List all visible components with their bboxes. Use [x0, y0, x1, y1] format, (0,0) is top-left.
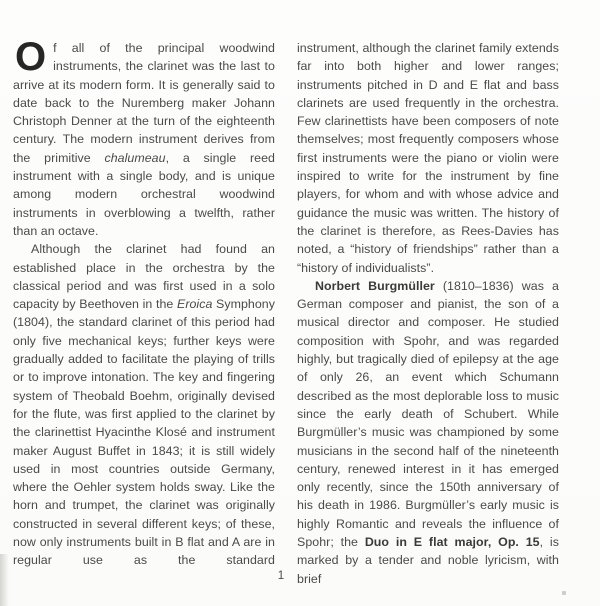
italic-text-run: Eroica	[177, 297, 213, 312]
page-number: 1	[277, 570, 285, 582]
text-run: f all of the principal woodwind instruments, the clarinet was the last to arrive at its modern form. It is generally said to date back to the Nuremberg maker Johann Christoph Denner at the turn of the eighteenth century. The modern instrument derives from the primitive	[13, 41, 275, 165]
text-run: Although the clarinet had found an established place in the orchestra by the classical period and was first used in a solo capacity by Beethoven in the	[13, 242, 275, 312]
scan-artifact-dot	[562, 591, 566, 595]
text-run: Symphony (1804), the standard clarinet of this period had only five mechanical keys; further keys were gradually added to facilitate the playing of trills or to improve intonation. The key and fingering system of Theobald Boehm, originally devised for the flute, was first applied to the clarinet by the clarinettist Hyacinthe Klosé and instrument maker August Buffet in 1843; it is still widely used in most countries outside Germany, where the Oehler system holds sway. Like the horn and trumpet, the clarinet was originally constructed in several different keys; of these, now only instruments built in B flat and A are in regular use as the standard	[13, 297, 275, 568]
text-run: (1810–1836) was a German composer and pianist, the son of a musical director and composer. He studied composition with Spohr, and was regarded highly, but tragically died of epilepsy at the age of only 26, an event which Schumann described as the most deplorable loss to music since the early death of Schubert. While Burgmüller’s music was championed by some musicians in the second half of the nineteenth century, renewed interest in it has emerged only recently, since the 150th anniversary of his death in 1986. Burgmüller’s early music is highly Romantic and reveals the influence of Spohr; the	[297, 278, 559, 550]
paragraph	[297, 277, 559, 588]
italic-text-run: chalumeau	[104, 150, 166, 165]
column-left	[13, 35, 275, 570]
text-run: , a single reed instrument with a single body, and is unique among modern orchestral woodwind instruments in overblowing a twelfth, rather than an octave.	[13, 150, 275, 238]
text-run: , is marked by a tender and noble lyricism, with brief	[297, 535, 559, 586]
scan-edge-shadow	[0, 554, 9, 606]
bold-text-run: Norbert Burgmüller	[315, 278, 435, 293]
text-run: instrument, although the clarinet family extends far into both higher and lower ranges; instruments pitched in D and E flat and bass clarinets are used frequently in the orchestra. Few clarinettists have been composers of note themselves; most frequently composers whose first instruments were the piano or violin were inspired to write for the instrument by fine players, for whom and with whose advice and guidance the music was written. The history of the clarinet is therefore, as Rees-Davies has noted, a “history of friendships” rather than a “history of individualists”.	[297, 41, 559, 275]
column-right	[297, 39, 559, 588]
paragraph	[13, 35, 275, 240]
paragraph	[297, 39, 559, 277]
bold-text-run: Duo in E flat major, Op. 15	[364, 535, 540, 550]
drop-cap: O	[15, 35, 47, 79]
paragraph	[13, 240, 275, 569]
